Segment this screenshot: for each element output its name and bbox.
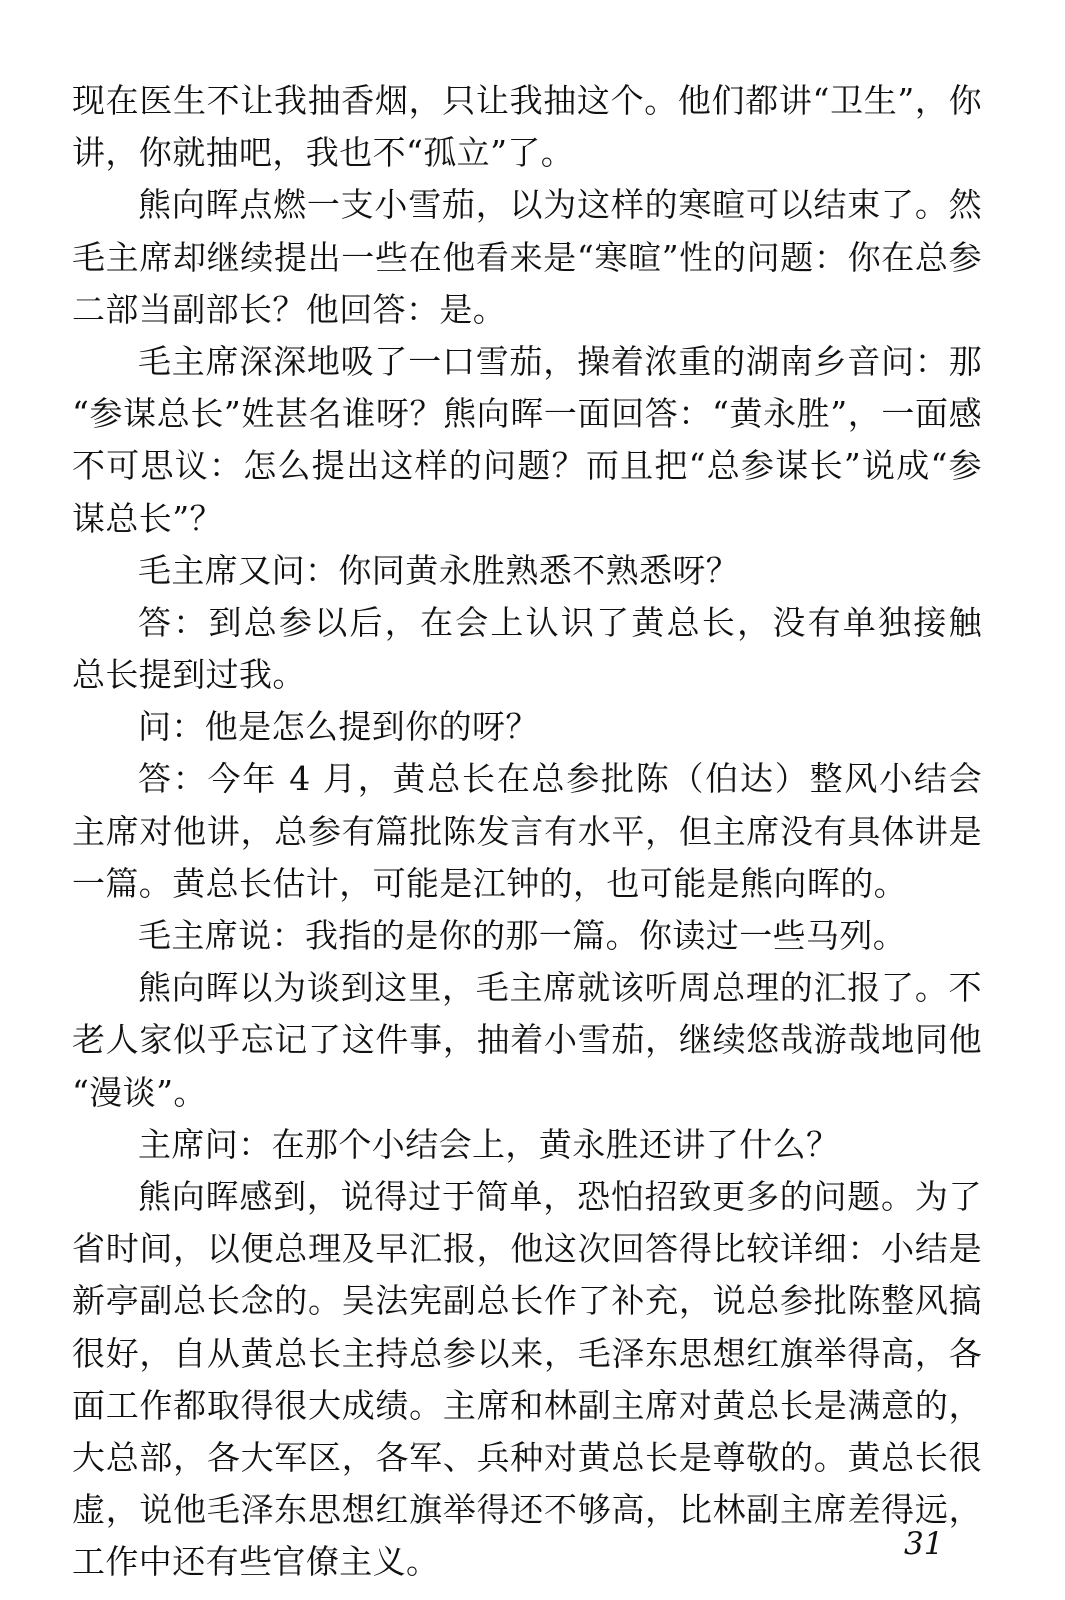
- text-line: 熊向晖点燃一支小雪茄，以为这样的寒暄可以结束了。然: [138, 185, 982, 225]
- text-line: 很好，自从黄总长主持总参以来，毛泽东思想红旗举得高，各: [72, 1333, 982, 1373]
- text-line: 答：今年 4 月，黄总长在总参批陈（伯达）整风小结会: [138, 759, 982, 799]
- text-line: 毛主席说：我指的是你的那一篇。你读过一些马列。: [138, 916, 907, 955]
- body-text: [72, 75, 982, 1588]
- text-line: 面工作都取得很大成绩。主席和林副主席对黄总长是满意的，: [72, 1385, 982, 1425]
- text-line: 总长提到过我。: [72, 655, 306, 695]
- text-line: 主席对他讲，总参有篇批陈发言有水平，但主席没有具体讲是: [72, 811, 982, 851]
- page-number: 31: [904, 1526, 944, 1562]
- text-line: 新亭副总长念的。吴法宪副总长作了补充，说总参批陈整风搞: [72, 1281, 982, 1321]
- text-line: 大总部，各大军区，各军、兵种对黄总长是尊敬的。黄总长很: [72, 1437, 982, 1477]
- text-line: 一篇。黄总长估计，可能是江钟的，也可能是熊向晖的。: [72, 863, 907, 903]
- text-line: 省时间，以便总理及早汇报，他这次回答得比较详细：小结是: [72, 1229, 982, 1269]
- text-line: “参谋总长”姓甚名谁呀？熊向晖一面回答：“黄永胜”，一面感: [72, 394, 982, 434]
- text-line: 不可思议：怎么提出这样的问题？而且把“总参谋长”说成“参: [72, 446, 982, 486]
- text-line: 现在医生不让我抽香烟，只让我抽这个。他们都讲“卫生”，你: [72, 81, 982, 120]
- text-line: 主席问：在那个小结会上，黄永胜还讲了什么？: [138, 1124, 840, 1164]
- text-line: 讲，你就抽吧，我也不“孤立”了。: [72, 133, 575, 173]
- text-line: 老人家似乎忘记了这件事，抽着小雪茄，继续悠哉游哉地同他: [72, 1020, 982, 1060]
- text-line: 工作中还有些官僚主义。: [72, 1542, 440, 1582]
- text-line: 谋总长”？: [72, 498, 223, 538]
- text-line: 毛主席深深地吸了一口雪茄，操着浓重的湖南乡音问：那: [138, 341, 982, 381]
- text-line: 二部当副部长？他回答：是。: [72, 289, 507, 329]
- text-line: 熊向晖以为谈到这里，毛主席就该听周总理的汇报了。不: [138, 968, 982, 1008]
- text-line: 毛主席又问：你同黄永胜熟悉不熟悉呀？: [138, 550, 740, 590]
- text-line: 答：到总参以后，在会上认识了黄总长，没有单独接触: [138, 602, 982, 642]
- text-line: “漫谈”。: [72, 1072, 207, 1112]
- text-line: 毛主席却继续提出一些在他看来是“寒暄”性的问题：你在总参: [72, 237, 982, 277]
- text-line: 虚，说他毛泽东思想红旗举得还不够高，比林副主席差得远，: [72, 1490, 982, 1530]
- text-line: 熊向晖感到，说得过于简单，恐怕招致更多的问题。为了: [138, 1176, 982, 1216]
- text-line: 问：他是怎么提到你的呀？: [138, 707, 539, 747]
